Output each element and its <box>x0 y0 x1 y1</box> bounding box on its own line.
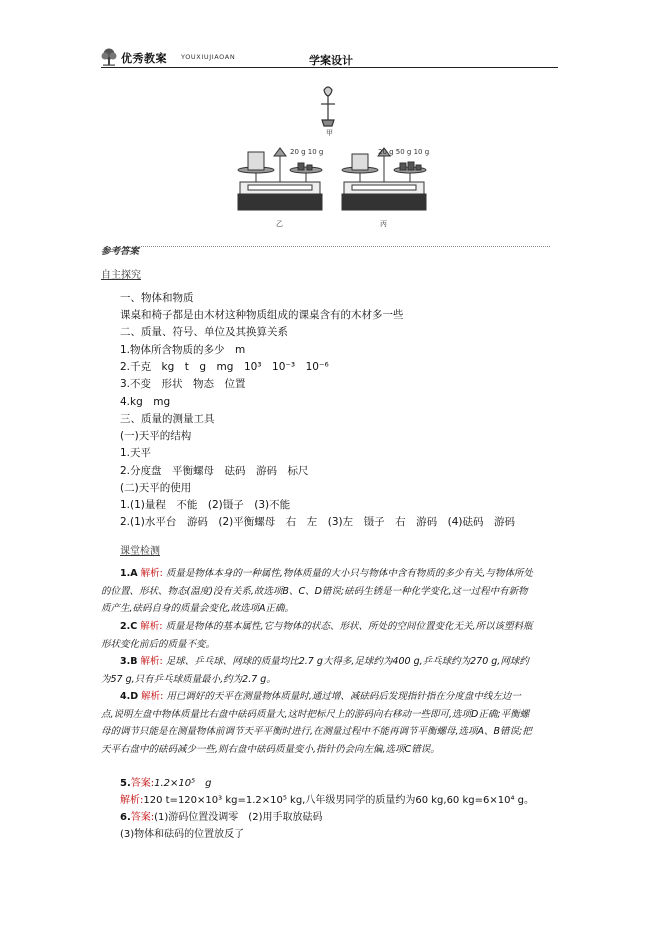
weights-label-b: 20 g 10 g <box>290 148 324 156</box>
caption-c: 丙 <box>380 220 387 228</box>
logo-subtext: YOUXIUJIAOAN <box>181 53 236 61</box>
analysis-text: 120 t=120×10³ kg=1.2×10⁵ kg,八年级男同学的质量约为60 kg,60 kg=6×10⁴ g。 <box>143 795 534 806</box>
answer-line: 1.(1)量程 不能 (2)镊子 (3)不能 <box>120 499 291 511</box>
tree-logo-icon <box>101 48 117 66</box>
header-rule <box>101 67 558 68</box>
question-number: 5. <box>120 778 131 789</box>
question-number: 6. <box>120 812 131 823</box>
balance-figure <box>228 82 438 232</box>
analysis-label: 解析: <box>140 656 163 667</box>
answer-line: 二、质量、符号、单位及其换算关系 <box>120 326 288 338</box>
answer-line: 三、质量的测量工具 <box>120 413 215 425</box>
analysis-text: 足球、乒乓球、网球的质量均比2.7 g大得多,足球约为400 g,乒乓球约为270 g,网球约为57 g,只有乒乓球质量最小,约为2.7 g。 <box>101 656 529 685</box>
answer-text: (1)游码位置没调零 (2)用手取放砝码 <box>154 812 323 823</box>
answer-label: 答案: <box>130 778 155 789</box>
analysis-text: 质量是物体本身的一种属性,物体质量的大小只与物体中含有物质的多少有关,与物体所处的位置、形状、物态(温度)没有关系,故选项B、C、D错误;砝码生锈是一种化学变化,这一过程中有新物质产生,砝码自身的质量会变化,故选项A正确。 <box>101 568 533 614</box>
analysis-label: 解析: <box>140 568 163 579</box>
section-heading-self-study: 自主探究 <box>101 270 141 281</box>
section-heading-class-test: 课堂检测 <box>120 546 160 557</box>
answer-line: (二)天平的使用 <box>120 482 192 494</box>
balance-drawing-c <box>342 148 426 210</box>
analysis-label: 解析: <box>120 795 144 806</box>
analysis-text: 质量是物体的基本属性,它与物体的状态、形状、所处的空间位置变化无关,所以该塑料瓶形状变化前后的质量不变。 <box>101 621 533 650</box>
answer-label: 答案: <box>130 812 155 823</box>
analysis-label: 解析: <box>141 691 164 702</box>
caption-a: 甲 <box>326 129 333 137</box>
question-5-analysis <box>120 794 534 808</box>
page-title: 学案设计 <box>309 54 353 67</box>
balance-illustration <box>228 82 438 232</box>
logo-text: 优秀教案 <box>121 52 167 65</box>
answer-line: 1.天平 <box>120 447 152 459</box>
question-6-answer <box>120 811 322 825</box>
question-4-explanation <box>101 688 533 758</box>
reference-answer-label: 参考答案 <box>101 246 140 257</box>
answer-line: 课桌和椅子都是由木材这种物质组成的课桌含有的木材多一些 <box>120 309 404 321</box>
dotted-rule <box>101 246 550 247</box>
answer-line: 一、物体和物质 <box>120 292 194 304</box>
answer-line: 2.分度盘 平衡螺母 砝码 游码 标尺 <box>120 465 309 477</box>
page-header <box>101 47 558 69</box>
question-6-answer-line2: (3)物体和砝码的位置放反了 <box>120 829 245 840</box>
caption-b: 乙 <box>276 220 283 228</box>
answer-line: 1.物体所含物质的多少 m <box>120 344 246 356</box>
question-number: 2.C <box>120 621 138 632</box>
balance-pointer-drawing-a <box>321 87 335 126</box>
question-5-answer <box>120 777 212 791</box>
answer-line: (一)天平的结构 <box>120 430 192 442</box>
analysis-label: 解析: <box>140 621 163 632</box>
question-number: 4.D <box>120 691 139 702</box>
answer-line: 3.不变 形状 物态 位置 <box>120 378 246 390</box>
question-number: 1.A <box>120 568 138 579</box>
answer-value: 1.2×10⁵ g <box>154 778 212 789</box>
balance-drawing-b <box>238 148 322 210</box>
weights-label-c: 20 g 50 g 10 g <box>378 148 430 156</box>
question-number: 3.B <box>120 656 138 667</box>
answer-line: 2.千克 kg t g mg 10³ 10⁻³ 10⁻⁶ <box>120 361 329 373</box>
answer-line: 4.kg mg <box>120 396 171 408</box>
question-1-explanation <box>101 565 533 618</box>
analysis-text: 用已调好的天平在测量物体质量时,通过增、减砝码后发现指针指在分度盘中线左边一点,说明左盘中物体质量比右盘中砝码质量大,这时把标尺上的游码向右移动一些即可,选项D正确;平衡螺母的调节只能是在测量物体前调节天平平衡时进行,在测量过程中不能再调节平衡螺母,选项A、B错误;把天平右盘中的砝码减少一些,则右盘中砝码质量变小,指针仍会向左偏,选项C错误。 <box>101 691 532 755</box>
question-2-explanation <box>101 618 533 653</box>
answer-line: 2.(1)水平台 游码 (2)平衡螺母 右 左 (3)左 镊子 右 游码 (4)砝码 游码 <box>120 516 516 528</box>
question-3-explanation <box>101 653 533 688</box>
reference-answer-heading <box>101 239 550 258</box>
